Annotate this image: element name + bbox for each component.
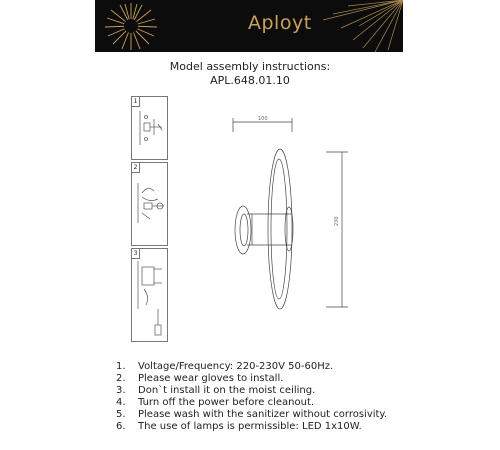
list-item bbox=[116, 421, 387, 433]
assembly-step-3 bbox=[131, 248, 168, 342]
step-number: 1 bbox=[131, 96, 140, 107]
item-number: 4. bbox=[116, 397, 126, 408]
step-number: 2 bbox=[131, 162, 140, 173]
item-number: 1. bbox=[116, 361, 126, 372]
assembly-step-2 bbox=[131, 162, 168, 246]
item-text: Please wash with the sanitizer without corrosivity. bbox=[138, 409, 388, 420]
step-number: 3 bbox=[131, 248, 140, 259]
assembly-step-1 bbox=[131, 96, 168, 160]
item-number: 5. bbox=[116, 409, 126, 420]
height-dimension-label: 230 bbox=[334, 216, 340, 226]
list-item bbox=[116, 409, 387, 421]
instructions-list bbox=[116, 361, 387, 433]
item-number: 3. bbox=[116, 385, 126, 396]
document-title: Model assembly instructions: bbox=[169, 60, 331, 73]
list-item bbox=[116, 361, 387, 373]
sunburst-logo-icon bbox=[101, 0, 161, 52]
item-text: Don`t install it on the moist ceiling. bbox=[138, 385, 316, 396]
list-item bbox=[116, 397, 387, 409]
light-rays-decoration bbox=[293, 0, 403, 52]
list-item bbox=[116, 385, 387, 397]
wiring-connection-illustration bbox=[132, 163, 167, 245]
brand-banner bbox=[95, 0, 403, 52]
item-number: 6. bbox=[116, 421, 126, 432]
list-item bbox=[116, 373, 387, 385]
item-text: Turn off the power before cleanout. bbox=[138, 397, 315, 408]
item-text: The use of lamps is permissible: LED 1x10W. bbox=[138, 421, 362, 432]
item-text: Please wear gloves to install. bbox=[138, 373, 284, 384]
brand-name: Aployt bbox=[248, 12, 312, 34]
model-number: APL.648.01.10 bbox=[210, 74, 290, 87]
item-number: 2. bbox=[116, 373, 126, 384]
fixture-attachment-illustration bbox=[132, 249, 167, 341]
width-dimension-label: 100 bbox=[258, 116, 268, 122]
item-text: Voltage/Frequency: 220-230V 50-60Hz. bbox=[138, 361, 334, 372]
lamp-dimension-drawing bbox=[220, 112, 380, 312]
